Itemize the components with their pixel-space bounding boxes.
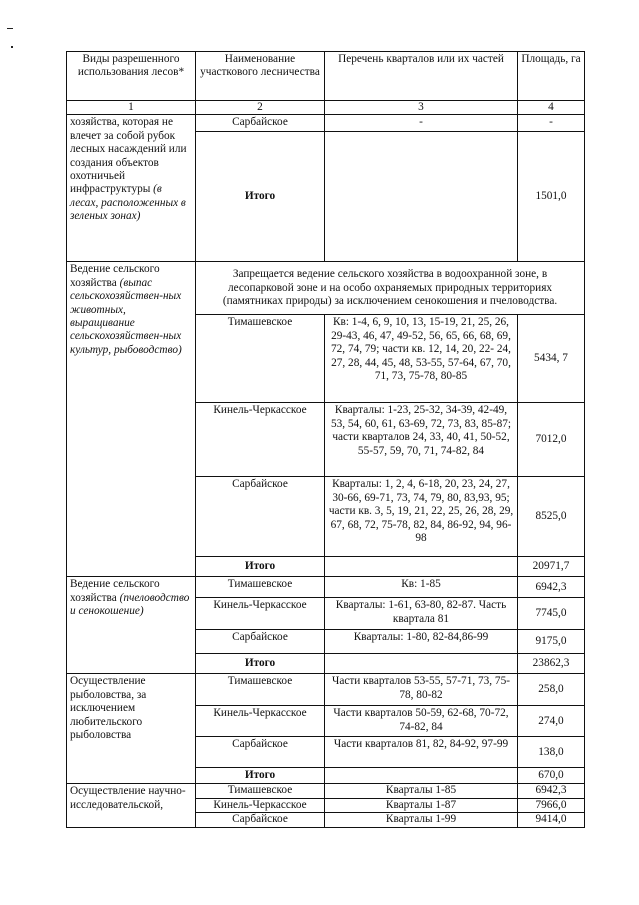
total-label: Итого <box>196 132 325 262</box>
forestry-cell: Кинель-Черкасское <box>196 598 325 630</box>
quarters-cell: Части кварталов 81, 82, 84-92, 97-99 <box>325 737 518 768</box>
area-cell: 258,0 <box>518 674 585 706</box>
forestry-cell: Тимашевское <box>196 577 325 598</box>
use-type-label: Ведение сельского хозяйства <box>70 263 160 289</box>
quarters-cell: Части кварталов 50-59, 62-68, 70-72, 74-82, 84 <box>325 706 518 737</box>
area-cell: 9175,0 <box>518 630 585 654</box>
total-area: 23862,3 <box>518 654 585 674</box>
forestry-cell: Кинель-Черкасское <box>196 706 325 737</box>
quarters-cell: Кварталы: 1-61, 63-80, 82-87. Часть квартала 81 <box>325 598 518 630</box>
table-row <box>67 262 585 315</box>
quarters-cell-empty <box>325 654 518 674</box>
quarters-cell: Кварталы: 1-23, 25-32, 34-39, 42-49, 53, 54, 60, 61, 63-69, 72, 73, 83, 85-87; части кварталов 24, 33, 40, 41, 50-52, 55-57, 59, 70, 71, 74-82, 84 <box>325 403 518 477</box>
area-cell: 5434, 7 <box>518 315 585 403</box>
quarters-cell: Кварталы 1-87 <box>325 798 518 812</box>
total-area: 1501,0 <box>518 132 585 262</box>
area-cell: 7012,0 <box>518 403 585 477</box>
quarters-cell: Кварталы 1-85 <box>325 784 518 798</box>
use-type-label: Ведение сельского хозяйства <box>70 578 160 604</box>
quarters-cell: Кварталы: 1-80, 82-84,86-99 <box>325 630 518 654</box>
forestry-cell: Сарбайское <box>196 477 325 557</box>
quarters-cell-empty <box>325 132 518 262</box>
area-cell: 6942,3 <box>518 784 585 798</box>
header-quarters: Перечень кварталов или их частей <box>325 52 518 101</box>
use-type-label: Осуществление научно-исследовательской, <box>70 785 186 811</box>
quarters-cell: Кварталы: 1, 2, 4, 6-18, 20, 23, 24, 27, 30-66, 69-71, 73, 74, 79, 80, 83,93, 95; части кв. 3, 5, 19, 21, 22, 25, 26, 28, 29, 67, 68, 72, 75-78, 82, 84, 86-92, 94, 96-98 <box>325 477 518 557</box>
header-forestry: Наименование участкового лесничества <box>196 52 325 101</box>
quarters-cell: Части кварталов 53-55, 57-71, 73, 75-78, 80-82 <box>325 674 518 706</box>
area-cell: 6942,3 <box>518 577 585 598</box>
area-cell: 8525,0 <box>518 477 585 557</box>
use-type-cell <box>67 674 196 784</box>
quarters-cell-empty <box>325 768 518 784</box>
area-cell: - <box>518 115 585 132</box>
total-area: 20971,7 <box>518 557 585 577</box>
forestry-cell: Сарбайское <box>196 737 325 768</box>
col-number-1: 1 <box>67 101 196 115</box>
use-type-label: Осуществление рыболовства, за исключением любительского рыболовства <box>70 675 147 742</box>
area-cell: 138,0 <box>518 737 585 768</box>
col-number-2: 2 <box>196 101 325 115</box>
forestry-cell: Тимашевское <box>196 784 325 798</box>
forestry-cell: Кинель-Черкасское <box>196 798 325 812</box>
column-number-row <box>67 101 585 115</box>
use-type-note: (выпас сельскохозяйствен-ных животных, выращивание сельскохозяйствен-ных культур, рыбоводство) <box>70 276 182 356</box>
area-cell: 9414,0 <box>518 813 585 827</box>
quarters-cell: Кв: 1-4, 6, 9, 10, 13, 15-19, 21, 25, 26, 29-43, 46, 47, 49-52, 56, 65, 66, 68, 69, 72, 74, 79; части кв. 12, 14, 20, 22- 24, 27, 28, 44, 45, 48, 53-55, 57-64, 67, 70, 71, 73, 75-78, 80-85 <box>325 315 518 403</box>
area-cell: 274,0 <box>518 706 585 737</box>
forestry-cell: Сарбайское <box>196 115 325 132</box>
quarters-cell-empty <box>325 557 518 577</box>
total-label: Итого <box>196 768 325 784</box>
header-row <box>67 52 585 101</box>
use-type-cell <box>67 115 196 262</box>
use-type-note: (пчеловодство и сенокошение) <box>70 591 190 618</box>
total-area: 670,0 <box>518 768 585 784</box>
forestry-cell: Тимашевское <box>196 674 325 706</box>
scan-mark-dash <box>7 28 13 29</box>
quarters-cell: Кв: 1-85 <box>325 577 518 598</box>
quarters-cell: - <box>325 115 518 132</box>
area-cell: 7745,0 <box>518 598 585 630</box>
use-type-label: хозяйства, которая не влечет за собой рубок лесных насаждений или создания объектов охотничьей инфраструктуры <box>70 116 187 196</box>
use-type-cell <box>67 577 196 674</box>
scan-mark-dot <box>11 46 13 48</box>
quarters-cell: Кварталы 1-99 <box>325 813 518 827</box>
header-area: Площадь, га <box>518 52 585 101</box>
table-row <box>67 115 585 132</box>
forestry-cell: Кинель-Черкасское <box>196 403 325 477</box>
area-cell: 7966,0 <box>518 798 585 812</box>
total-label: Итого <box>196 557 325 577</box>
forestry-cell: Сарбайское <box>196 813 325 827</box>
forestry-cell: Сарбайское <box>196 630 325 654</box>
land-use-table <box>66 51 585 828</box>
use-type-note: (в лесах, расположенных в зеленых зонах) <box>70 183 186 223</box>
use-type-cell <box>67 262 196 577</box>
use-type-cell <box>67 784 196 827</box>
restriction-note: Запрещается ведение сельского хозяйства в водоохранной зоне, в лесопарковой зоне и на особо охраняемых природных территориях (памятниках природы) за исключением сенокошения и пчеловодства. <box>196 262 585 315</box>
table-row <box>67 784 585 798</box>
col-number-4: 4 <box>518 101 585 115</box>
table-row <box>67 674 585 706</box>
table-row <box>67 577 585 598</box>
forestry-cell: Тимашевское <box>196 315 325 403</box>
col-number-3: 3 <box>325 101 518 115</box>
header-use-type: Виды разрешенного использования лесов* <box>67 52 196 101</box>
total-label: Итого <box>196 654 325 674</box>
